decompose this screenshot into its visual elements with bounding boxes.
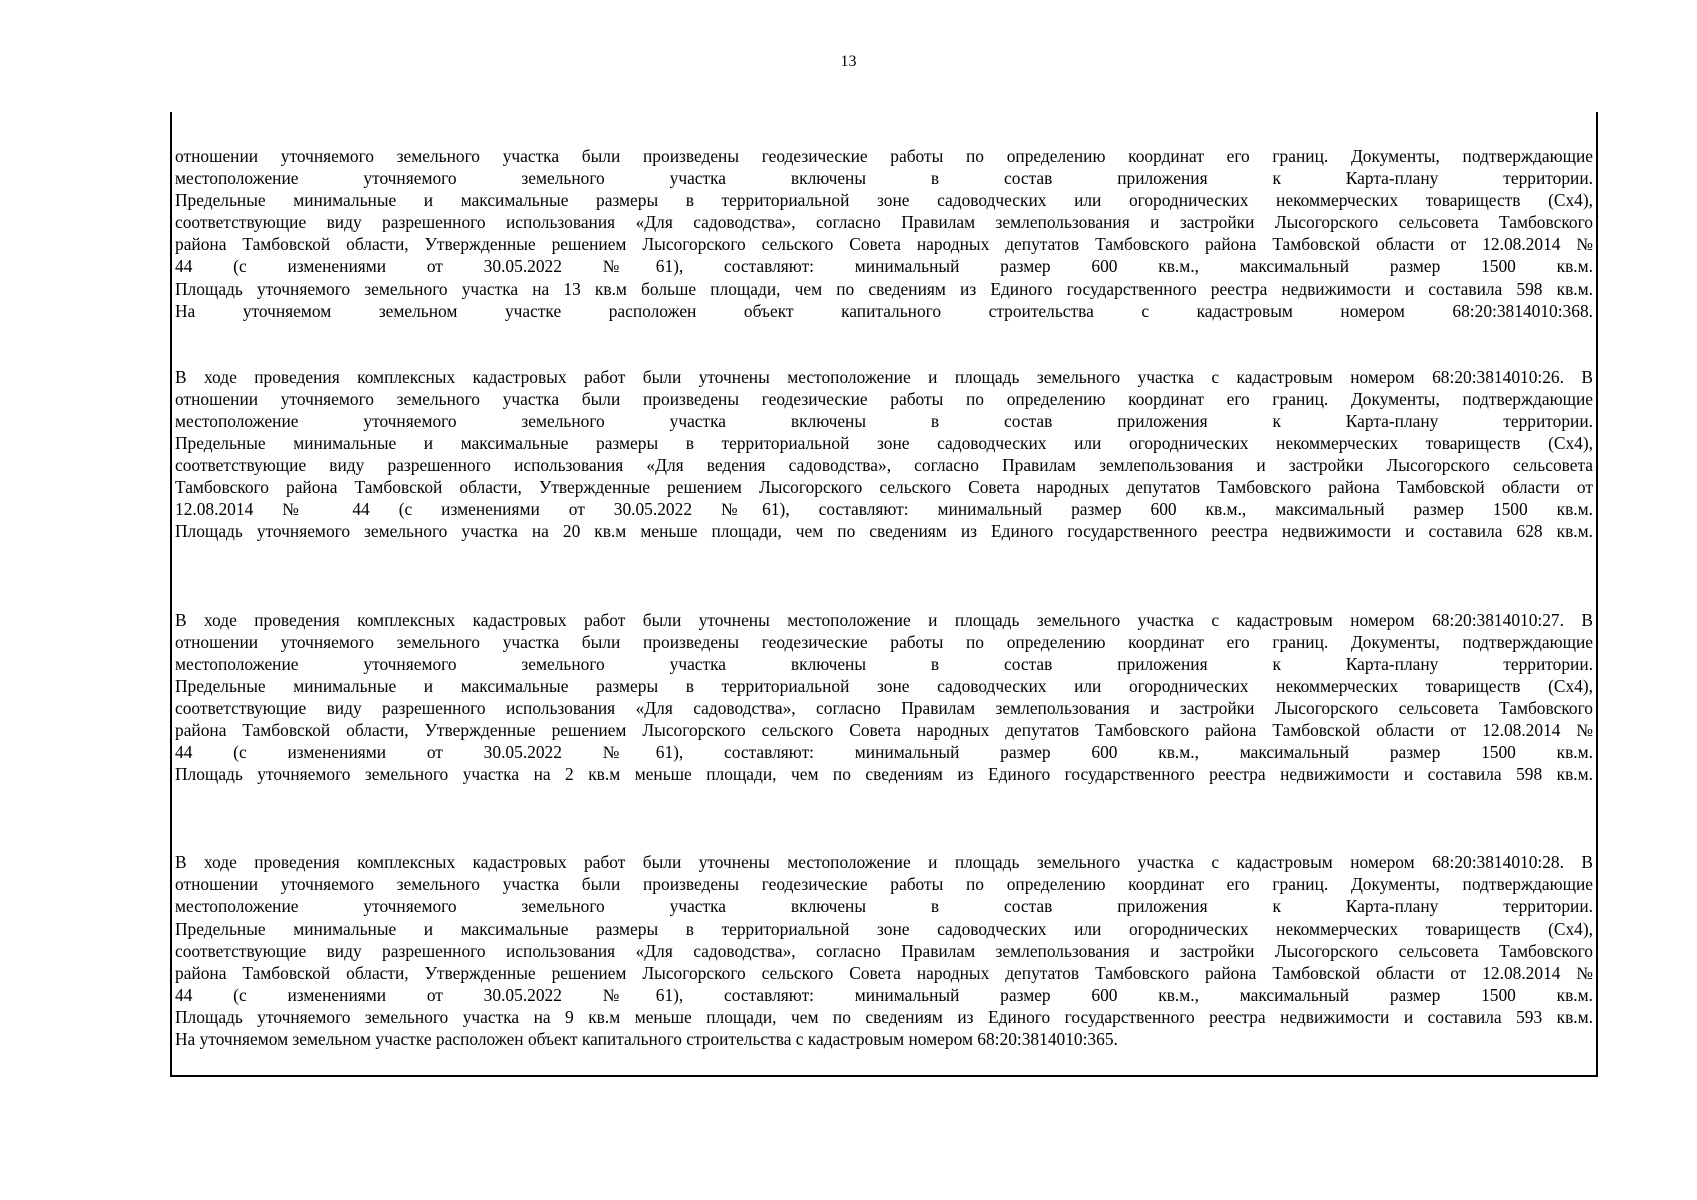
paragraph-1: [175, 145, 1593, 322]
text-line: района Тамбовской области, Утвержденные решением Лысогорского сельского Совета народных депутатов Тамбовского района Тамбовской области от 12.08.2014 №: [175, 719, 1593, 740]
paragraph-spacer: [175, 543, 1593, 609]
text-line: соответствующие виду разрешенного использования «Для садоводства», согласно Правилам землепользования и застройки Лысогорского сельсовета Тамбовского: [175, 697, 1593, 718]
text-line: отношении уточняемого земельного участка были произведены геодезические работы по определению координат его границ. Документы, подтверждающие: [175, 874, 1593, 895]
text-line: Предельные минимальные и максимальные размеры в территориальной зоне садоводческих или огороднических некоммерческих товариществ (Сх4),: [175, 918, 1593, 939]
paragraph-2: [175, 366, 1593, 543]
paragraph-3: [175, 609, 1593, 786]
text-line: Площадь уточняемого земельного участка на 9 кв.м меньше площади, чем по сведениям из Единого государственного реестра недвижимости и составила 593 кв.м.: [175, 1006, 1593, 1027]
text-line: района Тамбовской области, Утвержденные решением Лысогорского сельского Совета народных депутатов Тамбовского района Тамбовской области от 12.08.2014 №: [175, 234, 1593, 255]
text-line: местоположение уточняемого земельного участка включены в состав приложения к Карта-плану территории.: [175, 653, 1593, 674]
text-line: Тамбовского района Тамбовской области, Утвержденные решением Лысогорского сельского Совета народных депутатов Тамбовского района Тамбовской области от: [175, 477, 1593, 498]
text-line: Площадь уточняемого земельного участка на 20 кв.м меньше площади, чем по сведениям из Единого государственного реестра недвижимости и составила 628 кв.м.: [175, 521, 1593, 542]
paragraph-spacer: [175, 322, 1593, 366]
text-line: 44 (с изменениями от 30.05.2022 №61), составляют: минимальный размер 600 кв.м., максимальный размер 1500 кв.м.: [175, 256, 1593, 277]
text-line: местоположение уточняемого земельного участка включены в состав приложения к Карта-плану территории.: [175, 896, 1593, 917]
document-content: [175, 145, 1593, 1050]
text-line: Предельные минимальные и максимальные размеры в территориальной зоне садоводческих или огороднических некоммерческих товариществ (Сх4),: [175, 190, 1593, 211]
text-line: Предельные минимальные и максимальные размеры в территориальной зоне садоводческих или огороднических некоммерческих товариществ (Сх4),: [175, 433, 1593, 454]
text-line: 44 (с изменениями от 30.05.2022 №61), составляют: минимальный размер 600 кв.м., максимальный размер 1500 кв.м.: [175, 984, 1593, 1005]
text-line: На уточняемом земельном участке расположен объект капитального строительства с кадастровым номером 68:20:3814010:365.: [175, 1029, 1118, 1049]
text-line: 44 (с изменениями от 30.05.2022 №61), составляют: минимальный размер 600 кв.м., максимальный размер 1500 кв.м.: [175, 742, 1593, 763]
text-line: В ходе проведения комплексных кадастровых работ были уточнены местоположение и площадь земельного участка с кадастровым номером 68:20:3814010:27. В: [175, 609, 1593, 630]
text-line: В ходе проведения комплексных кадастровых работ были уточнены местоположение и площадь земельного участка с кадастровым номером 68:20:3814010:28. В: [175, 852, 1593, 873]
text-line: В ходе проведения комплексных кадастровых работ были уточнены местоположение и площадь земельного участка с кадастровым номером 68:20:3814010:26. В: [175, 366, 1593, 387]
text-line: отношении уточняемого земельного участка были произведены геодезические работы по определению координат его границ. Документы, подтверждающие: [175, 146, 1593, 166]
text-line: местоположение уточняемого земельного участка включены в состав приложения к Карта-плану территории.: [175, 168, 1593, 189]
text-line: соответствующие виду разрешенного использования «Для садоводства», согласно Правилам землепользования и застройки Лысогорского сельсовета Тамбовского: [175, 940, 1593, 961]
text-line: Площадь уточняемого земельного участка на 13 кв.м больше площади, чем по сведениям из Единого государственного реестра недвижимости и составила 598 кв.м.: [175, 278, 1593, 299]
page-number: 13: [840, 53, 857, 70]
text-line: местоположение уточняемого земельного участка включены в состав приложения к Карта-плану территории.: [175, 410, 1593, 431]
text-line: соответствующие виду разрешенного использования «Для садоводства», согласно Правилам землепользования и застройки Лысогорского сельсовета Тамбовского: [175, 212, 1593, 233]
text-line: отношении уточняемого земельного участка были произведены геодезические работы по определению координат его границ. Документы, подтверждающие: [175, 388, 1593, 409]
paragraph-spacer: [175, 785, 1593, 851]
text-line: На уточняемом земельном участке расположен объект капитального строительства с кадастровым номером 68:20:3814010:368.: [175, 300, 1593, 321]
text-line: отношении уточняемого земельного участка были произведены геодезические работы по определению координат его границ. Документы, подтверждающие: [175, 631, 1593, 652]
text-line: Предельные минимальные и максимальные размеры в территориальной зоне садоводческих или огороднических некоммерческих товариществ (Сх4),: [175, 675, 1593, 696]
text-line: соответствующие виду разрешенного использования «Для ведения садоводства», согласно Правилам землепользования и застройки Лысогорского сельсовета: [175, 455, 1593, 476]
text-line: Площадь уточняемого земельного участка на 2 кв.м меньше площади, чем по сведениям из Единого государственного реестра недвижимости и составила 598 кв.м.: [175, 764, 1593, 785]
text-line: района Тамбовской области, Утвержденные решением Лысогорского сельского Совета народных депутатов Тамбовского района Тамбовской области от 12.08.2014 №: [175, 962, 1593, 983]
text-line: 12.08.2014 № 44 (с изменениями от 30.05.2022 №61), составляют: минимальный размер 600 кв.м., максимальный размер 1500 кв.м.: [175, 499, 1593, 520]
paragraph-4: [175, 851, 1593, 1050]
document-frame: [170, 112, 1598, 1077]
